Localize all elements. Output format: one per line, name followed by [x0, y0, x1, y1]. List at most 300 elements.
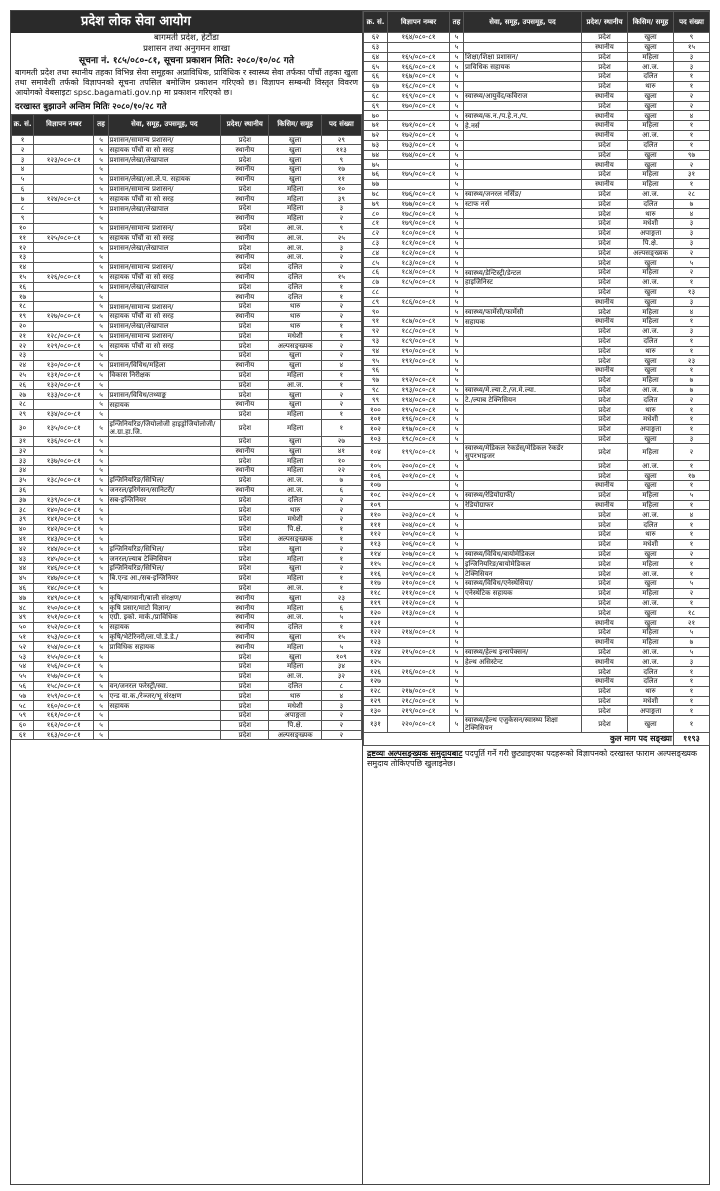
col-header-adv: विज्ञापन नम्बर [388, 12, 450, 33]
cell-post: बि.एन्ड आ./सब-इन्जिनियर [108, 573, 221, 583]
cell-sn: ११ [12, 233, 34, 243]
footnote-lead: द्रष्टव्यः अल्पसङ्ख्यक समुदायबाट [367, 749, 463, 759]
cell-type: स्थानीय [582, 618, 628, 628]
cell-type: प्रदेश [221, 711, 269, 721]
table-row [364, 598, 710, 608]
cell-post [108, 456, 221, 466]
cell-adv-number: २१२/०८०-८१ [388, 598, 450, 608]
table-row [364, 238, 710, 248]
cell-category: महिला [628, 588, 674, 598]
cell-sn: ११६ [364, 569, 388, 579]
table-row [12, 243, 362, 253]
cell-sn: ३३ [12, 456, 34, 466]
cell-sn: ११२ [364, 530, 388, 540]
cell-count: २ [321, 400, 361, 410]
cell-count: १ [321, 292, 361, 302]
table-row [364, 628, 710, 638]
cell-post: सहायक [464, 317, 582, 327]
cell-level: ५ [94, 380, 108, 390]
cell-adv-number: १७९/०८०-८१ [388, 219, 450, 229]
cell-type: स्थानीय [221, 233, 269, 243]
cell-adv-number [388, 618, 450, 628]
cell-type: प्रदेश [221, 534, 269, 544]
cell-type: प्रदेश [582, 346, 628, 356]
col-header-level: तह [94, 114, 108, 135]
cell-adv-number: २०३/०८०-८१ [388, 510, 450, 520]
cell-level: ५ [94, 534, 108, 544]
cell-count: ९७ [674, 150, 710, 160]
cell-post [464, 346, 582, 356]
cell-post [464, 366, 582, 376]
cell-category: महिला [269, 370, 321, 380]
cell-type: प्रदेश [582, 588, 628, 598]
cell-type: प्रदेश [221, 720, 269, 730]
cell-sn: ९४ [364, 346, 388, 356]
cell-count: ७ [674, 199, 710, 209]
cell-type: प्रदेश [582, 170, 628, 180]
cell-category: दलित [269, 681, 321, 691]
cell-count: ३ [321, 243, 361, 253]
cell-category: महिला [269, 466, 321, 476]
cell-category: मधेशी [628, 415, 674, 425]
cell-category: दलित [269, 622, 321, 632]
cell-type: प्रदेश [582, 62, 628, 72]
cell-adv-number [34, 135, 94, 145]
table-row [12, 360, 362, 370]
cell-post: शिक्षा/शिक्षा प्रशासन/ [464, 52, 582, 62]
cell-count: ३ [674, 228, 710, 238]
table-row [12, 652, 362, 662]
table-row [12, 253, 362, 263]
cell-count: १ [321, 321, 361, 331]
cell-category: खुला [628, 549, 674, 559]
cell-count: २ [321, 213, 361, 223]
cell-sn: ७२ [364, 130, 388, 140]
cell-adv-number: १३६/०८०-८१ [34, 436, 94, 446]
cell-adv-number [388, 307, 450, 317]
cell-post: सहायक पाँचौं वा सो सरह [108, 341, 221, 351]
cell-sn: ६६ [364, 72, 388, 82]
cell-count: १५ [674, 42, 710, 52]
cell-adv-number: २१६/०८०-८१ [388, 667, 450, 677]
cell-type: प्रदेश [582, 385, 628, 395]
cell-type: स्थानीय [582, 160, 628, 170]
cell-post: स्वास्थ्य/मेडिकल रेकर्डस्/मेडिकल रेकर्डर सुपरभाइजर [464, 444, 582, 461]
cell-count: १ [321, 554, 361, 564]
cell-post [464, 510, 582, 520]
cell-count: २ [321, 495, 361, 505]
cell-level: ५ [94, 475, 108, 485]
cell-level: ५ [450, 434, 464, 444]
cell-level: ५ [94, 223, 108, 233]
table-row [12, 691, 362, 701]
cell-count: ३१ [674, 170, 710, 180]
cell-sn: ६८ [364, 91, 388, 101]
cell-count: ३२ [321, 671, 361, 681]
table-row [364, 150, 710, 160]
cell-level: ५ [450, 189, 464, 199]
cell-count: २ [321, 390, 361, 400]
cell-type: प्रदेश [582, 277, 628, 287]
cell-sn: १५ [12, 272, 34, 282]
cell-category: खुला [628, 33, 674, 43]
cell-category: खुला [628, 297, 674, 307]
cell-sn: ९५ [364, 356, 388, 366]
cell-category: महिला [269, 603, 321, 613]
cell-sn: ११९ [364, 598, 388, 608]
cell-category: खुला [628, 150, 674, 160]
cell-post: प्रशासन/लेखा/लेखापाल [108, 243, 221, 253]
cell-post [108, 436, 221, 446]
cell-count: १ [674, 520, 710, 530]
cell-type: प्रदेश [582, 150, 628, 160]
cell-count: ३ [321, 204, 361, 214]
cell-count: १ [674, 366, 710, 376]
cell-post: प्रशासन/विविध/महिला [108, 360, 221, 370]
cell-level: ५ [450, 297, 464, 307]
table-row [12, 632, 362, 642]
cell-type: स्थानीय [582, 179, 628, 189]
cell-adv-number: १५१/०८०-८१ [34, 613, 94, 623]
table-row [12, 419, 362, 436]
cell-adv-number: १३७/०८०-८१ [34, 456, 94, 466]
cell-post [464, 686, 582, 696]
cell-level: ५ [450, 33, 464, 43]
cell-adv-number [34, 174, 94, 184]
cell-sn: १४ [12, 262, 34, 272]
cell-sn: ५९ [12, 711, 34, 721]
cell-category: दलित [269, 282, 321, 292]
cell-type: स्थानीय [221, 446, 269, 456]
cell-sn: १०६ [364, 471, 388, 481]
cell-post [464, 618, 582, 628]
cell-count: २२ [321, 466, 361, 476]
cell-category: थारु [628, 405, 674, 415]
cell-post: प्रशासन/लेखा/लेखापाल [108, 204, 221, 214]
cell-type: प्रदेश [582, 209, 628, 219]
cell-category: खुला [269, 165, 321, 175]
table-row [364, 405, 710, 415]
cell-level: ५ [450, 179, 464, 189]
cell-post: हे.नर्स [464, 121, 582, 131]
cell-post [464, 42, 582, 52]
cell-level: ५ [94, 583, 108, 593]
cell-category: आ.ज. [269, 671, 321, 681]
cell-adv-number: १३४/०८०-८१ [34, 409, 94, 419]
cell-sn: १७ [12, 292, 34, 302]
cell-sn: ६९ [364, 101, 388, 111]
vacancy-table-left [11, 114, 362, 741]
cell-level: ५ [94, 400, 108, 410]
cell-count: १ [674, 405, 710, 415]
table-row [364, 277, 710, 287]
cell-level: ५ [94, 321, 108, 331]
cell-adv-number: २००/०८०-८१ [388, 461, 450, 471]
cell-count: ५ [674, 579, 710, 589]
cell-category: खुला [628, 366, 674, 376]
cell-count: ७ [674, 385, 710, 395]
cell-type: प्रदेश [582, 434, 628, 444]
table-row [12, 593, 362, 603]
cell-count: ९ [674, 33, 710, 43]
table-row [12, 311, 362, 321]
cell-type: प्रदेश [582, 647, 628, 657]
cell-count: ७ [321, 475, 361, 485]
cell-level: ५ [94, 681, 108, 691]
notice-paragraph: बागमती प्रदेश तथा स्थानीय तहका विभिन्न सेवा समूहका अप्राविधिक, प्राविधिक र स्वास्थ्य सेवा तर्फका पाँचौं तहका खुला तथा समावेशी तर्फको विज्ञापनको सूचना तपसिल बमोजिम प्रकाशन गरिएको छ। विज्ञापन सम्बन्धी विस्तृत विवरण आयोगको वेबसाइटः spsc.bagamati.gov.np मा प्रकाशन गरिएको छ। [15, 68, 358, 98]
cell-count: ६ [321, 603, 361, 613]
cell-type: प्रदेश [582, 579, 628, 589]
cell-sn: ८२ [364, 228, 388, 238]
table-row [12, 233, 362, 243]
cell-count: १ [321, 409, 361, 419]
cell-sn: ५६ [12, 681, 34, 691]
cell-post [464, 326, 582, 336]
cell-sn: ६५ [364, 62, 388, 72]
cell-adv-number: १२४/०८०-८१ [34, 194, 94, 204]
cell-sn: ६४ [364, 52, 388, 62]
cell-count: ४ [674, 510, 710, 520]
cell-sn: २१ [12, 331, 34, 341]
cell-level: ५ [450, 598, 464, 608]
table-row [364, 667, 710, 677]
cell-category: थारु [269, 311, 321, 321]
table-row [12, 400, 362, 410]
cell-adv-number: १५२/०८०-८१ [34, 622, 94, 632]
cell-category: अल्पसङ्ख्यक [628, 248, 674, 258]
cell-category: खुला [628, 101, 674, 111]
cell-post [464, 101, 582, 111]
cell-count: २ [674, 549, 710, 559]
cell-level: ५ [94, 272, 108, 282]
table-row [364, 219, 710, 229]
cell-sn: ८१ [364, 219, 388, 229]
cell-sn: १२७ [364, 677, 388, 687]
cell-type: स्थानीय [582, 637, 628, 647]
table-row [364, 706, 710, 716]
table-row [364, 179, 710, 189]
cell-sn: ८३ [364, 238, 388, 248]
cell-category: महिला [269, 573, 321, 583]
cell-level: ५ [94, 564, 108, 574]
table-row [12, 613, 362, 623]
cell-type: प्रदेश [582, 667, 628, 677]
cell-sn: १२ [12, 243, 34, 253]
cell-type: प्रदेश [582, 307, 628, 317]
cell-sn: ६ [12, 184, 34, 194]
cell-count: १३ [674, 287, 710, 297]
cell-post [464, 287, 582, 297]
cell-sn: ४१ [12, 534, 34, 544]
cell-category: महिला [269, 213, 321, 223]
cell-category: आ.ज. [269, 380, 321, 390]
cell-sn: १२२ [364, 628, 388, 638]
cell-sn: ११८ [364, 588, 388, 598]
cell-level: ५ [94, 194, 108, 204]
cell-type: स्थानीय [582, 111, 628, 121]
cell-category: महिला [269, 662, 321, 672]
cell-sn: ७३ [364, 140, 388, 150]
cell-level: ५ [94, 331, 108, 341]
cell-sn: २२ [12, 341, 34, 351]
table-row [364, 569, 710, 579]
cell-category: अल्पसङ्ख्यक [269, 341, 321, 351]
cell-category: थारु [269, 321, 321, 331]
cell-count: १५ [321, 632, 361, 642]
cell-level: ५ [94, 292, 108, 302]
table-row [364, 170, 710, 180]
cell-post [108, 446, 221, 456]
table-row [364, 160, 710, 170]
cell-adv-number [388, 500, 450, 510]
col-header-type: प्रदेश/ स्थानीय [582, 12, 628, 33]
cell-category: आ.ज. [269, 243, 321, 253]
cell-adv-number: १७६/०८०-८१ [388, 189, 450, 199]
cell-post [464, 637, 582, 647]
cell-post [464, 150, 582, 160]
cell-adv-number: १३३/०८०-८१ [34, 390, 94, 400]
cell-adv-number: १४५/०८०-८१ [34, 554, 94, 564]
table-row [364, 500, 710, 510]
cell-adv-number: १२३/०८०-८१ [34, 155, 94, 165]
cell-count: १ [674, 81, 710, 91]
cell-post [464, 628, 582, 638]
cell-adv-number [34, 292, 94, 302]
cell-type: प्रदेश [582, 268, 628, 278]
table-row [12, 515, 362, 525]
table-row [12, 341, 362, 351]
cell-post: स्वास्थ्य/रेडियोग्राफी/ [464, 490, 582, 500]
cell-post [464, 415, 582, 425]
cell-count: १ [674, 424, 710, 434]
cell-adv-number: २०८/०८०-८१ [388, 559, 450, 569]
cell-count: १ [674, 461, 710, 471]
cell-level: ५ [450, 481, 464, 491]
cell-adv-number: १८१/०८०-८१ [388, 238, 450, 248]
cell-category: थारु [269, 505, 321, 515]
cell-post: इन्जिनियरिङ/जियोलोजी हाइड्रोजियोलोजी/अ.ग्रा.हा.जि. [108, 419, 221, 436]
table-row [364, 297, 710, 307]
cell-count: १० [321, 184, 361, 194]
cell-category: खुला [628, 608, 674, 618]
cell-post: जनरल/ल्याब टेक्निसियन [108, 554, 221, 564]
cell-level: ५ [450, 405, 464, 415]
cell-count: २ [321, 720, 361, 730]
cell-type: प्रदेश [582, 238, 628, 248]
cell-sn: ७९ [364, 199, 388, 209]
cell-level: ५ [94, 243, 108, 253]
cell-category: पि.क्षे. [269, 524, 321, 534]
cell-post: सहायक पाँचौं वा सो सरह [108, 145, 221, 155]
cell-sn: ९० [364, 307, 388, 317]
cell-level: ५ [94, 603, 108, 613]
cell-adv-number: १६८/०८०-८१ [388, 81, 450, 91]
cell-adv-number: १६४/०८०-८१ [388, 33, 450, 43]
table-row [12, 456, 362, 466]
cell-level: ५ [450, 500, 464, 510]
table-row [364, 62, 710, 72]
cell-level: ५ [94, 419, 108, 436]
table-row [12, 262, 362, 272]
cell-adv-number [388, 42, 450, 52]
cell-level: ५ [450, 42, 464, 52]
cell-category: आ.ज. [269, 475, 321, 485]
table-row [12, 204, 362, 214]
cell-level: ५ [450, 530, 464, 540]
cell-post: प्राविधिक सहायक [108, 642, 221, 652]
cell-sn: ८८ [364, 287, 388, 297]
cell-adv-number: २०२/०८०-८१ [388, 490, 450, 500]
cell-post [108, 662, 221, 672]
cell-type: स्थानीय [221, 642, 269, 652]
cell-adv-number [388, 366, 450, 376]
cell-post: सब-इन्जिनियर [108, 495, 221, 505]
cell-adv-number [388, 111, 450, 121]
cell-count: ३ [674, 326, 710, 336]
cell-type: प्रदेश [582, 444, 628, 461]
cell-post: प्रशासन/लेखा/लेखापाल [108, 282, 221, 292]
cell-type: प्रदेश [221, 204, 269, 214]
cell-count: १ [674, 667, 710, 677]
table-row [364, 549, 710, 559]
col-header-type: प्रदेश/ स्थानीय [221, 114, 269, 135]
cell-level: ५ [450, 209, 464, 219]
cell-type: प्रदेश [582, 716, 628, 733]
cell-post: स्वास्थ्य/डेन्टिस्ट्री/डेन्टल [464, 268, 582, 278]
cell-level: ५ [450, 490, 464, 500]
cell-count: १ [674, 346, 710, 356]
cell-level: ५ [450, 579, 464, 589]
cell-level: ५ [94, 652, 108, 662]
table-row [364, 268, 710, 278]
cell-count: २८ [674, 189, 710, 199]
cell-level: ५ [94, 390, 108, 400]
cell-post [464, 33, 582, 43]
cell-post [108, 253, 221, 263]
cell-type: स्थानीय [582, 500, 628, 510]
cell-category: आ.ज. [628, 657, 674, 667]
cell-count: १ [674, 598, 710, 608]
cell-adv-number: २१४/०८०-८१ [388, 628, 450, 638]
cell-post [464, 461, 582, 471]
cell-post [108, 720, 221, 730]
table-header-row [12, 114, 362, 135]
page-title: प्रदेश लोक सेवा आयोग [11, 11, 362, 33]
cell-level: ५ [450, 277, 464, 287]
cell-sn: १२६ [364, 667, 388, 677]
cell-category: थारु [628, 686, 674, 696]
table-row [12, 272, 362, 282]
cell-category: अल्पसङ्ख्यक [269, 534, 321, 544]
cell-level: ५ [94, 505, 108, 515]
cell-category: खुला [269, 174, 321, 184]
cell-post [108, 466, 221, 476]
cell-count: ३ [674, 657, 710, 667]
cell-level: ५ [94, 495, 108, 505]
cell-category: मधेशी [628, 539, 674, 549]
cell-category: थारु [628, 346, 674, 356]
notice-number: सूचना नं. १८५/०८०-८१, सूचना प्रकाशन मिति: २०८०/१०/०८ गते [79, 56, 294, 66]
cell-type: प्रदेश [582, 395, 628, 405]
cell-post [464, 530, 582, 540]
table-row [364, 248, 710, 258]
cell-category: मधेशी [628, 219, 674, 229]
cell-category: खुला [269, 632, 321, 642]
cell-sn: ९९ [364, 395, 388, 405]
cell-type: स्थानीय [221, 485, 269, 495]
cell-adv-number [34, 223, 94, 233]
cell-sn: ५ [12, 174, 34, 184]
